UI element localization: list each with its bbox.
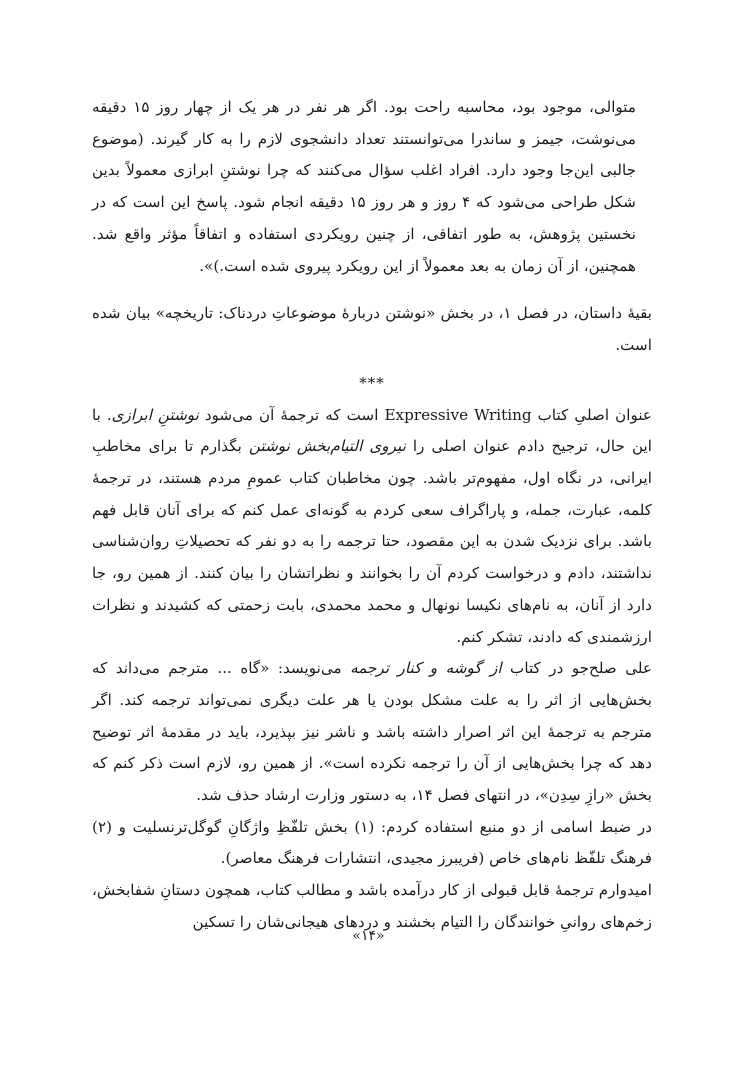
chosen-title: نیروی التیام‌بخش نوشتن: [248, 437, 406, 456]
p1-text-a: عنوان اصلیِ کتاب: [531, 405, 652, 424]
p1-text-g: بگذارم تا برای مخاطبِ ایرانی، در نگاه اول، مفهوم‌تر باشد. چون مخاطبان کتاب عمومِ مردم هستند، در ترجمهٔ کلمه، عبارت، جمله، و پاراگراف سعی کردم به گونه‌ای عمل کنم که برای آنان قابل فهم باشد. برای نزدیک شدن به این مقصود، حتا ترجمه را به دو نفر که تحصیلاتِ روان‌شناسی نداشتند، دادم و درخواست کردم آن را بخوانند و نظراتشان را بیان کنند. از همین رو، جا دارد از آنان، به نام‌های نکیسا نونهال و محمد محمدی، بابت زحمتی که کشیدند و نظرات ارزشمندی که دادند، تشکر کنم.: [92, 437, 652, 646]
quote-block: [92, 92, 636, 282]
p1-text-c: است که ترجمهٔ آن می‌شود: [198, 405, 385, 424]
story-continuation-paragraph: بقیهٔ داستان، در فصل ۱، در بخش «نوشتن دربارهٔ موضوعاتِ دردناک: تاریخچه» بیان شده است.: [92, 304, 652, 354]
quote-paragraph: متوالی، موجود بود، محاسبه راحت بود. اگر هر نفر در هر یک از چهار روز ۱۵ دقیقه می‌نوشت، جیمز و ساندرا می‌توانستند تعداد دانشجوی لازم را به کار گیرند. (موضوع جالبی این‌جا وجود دارد. افراد اغلب سؤال می‌کنند که چرا نوشتنِ ابرازی معمولاً بدین شکل طراحی می‌شود که ۴ روز و هر روز ۱۵ دقیقه انجام شود. پاسخ این است که در نخستین پژوهش، به طور اتفاقی، از چنین رویکردی استفاده و اتفاقاً مؤثر واقع شد. همچنین، از آن زمان به بعد معمولاً از این رویکرد پیروی شده است.)».: [92, 98, 636, 275]
page-body: [92, 92, 652, 939]
title-note-paragraph: [92, 400, 652, 654]
cited-book-title: از گوشه و کنار ترجمه: [350, 659, 502, 678]
section-separator: ***: [359, 373, 385, 392]
p2-text-a: علی صلح‌جو در کتاب: [501, 659, 653, 678]
english-title: Expressive Writing: [384, 405, 532, 424]
closing-paragraph: امیدوارم ترجمهٔ قابل قبولی از کار درآمده باشد و مطالب کتاب، همچون دستانِ شفابخش، زخم‌های روانیِ خوانندگان را التیام بخشند و دردهای هیجانی‌شان را تسکین: [92, 881, 652, 931]
omission-note-paragraph: [92, 653, 652, 812]
page-number: «۱۴»: [352, 928, 385, 944]
p1-text-e: . با این حال، ترجیح دادم عنوان اصلی را: [92, 405, 652, 456]
name-sources-paragraph: در ضبط اسامی از دو منبع استفاده کردم: (۱) بخش تلفّظِ واژگانِ گوگل‌ترنسلیت و (۲) فرهنگ تلفّظ نام‌های خاص (فریبرز مجیدی، انتشارات فرهنگ معاصر).: [92, 817, 652, 868]
literal-title: نوشتنِ ابرازی: [111, 405, 199, 424]
p2-text-c: می‌نویسد: «گاه ... مترجم می‌داند که بخش‌هایی از اثر را به علت مشکل بودن یا هر علت دیگری نمی‌تواند ترجمه کند. اگر مترجم به ترجمهٔ این اثر اصرار داشته باشد و ناشر نیز بپذیرد، باید در مقدمهٔ اثر توضیح دهد که چرا بخش‌هایی از آن را ترجمه نکرده است». از همین رو، لازم است ذکر کنم که بخش «رازِ سِدِن»، در انتهای فصل ۱۴، به دستور وزارت ارشاد حذف شد.: [92, 659, 652, 805]
